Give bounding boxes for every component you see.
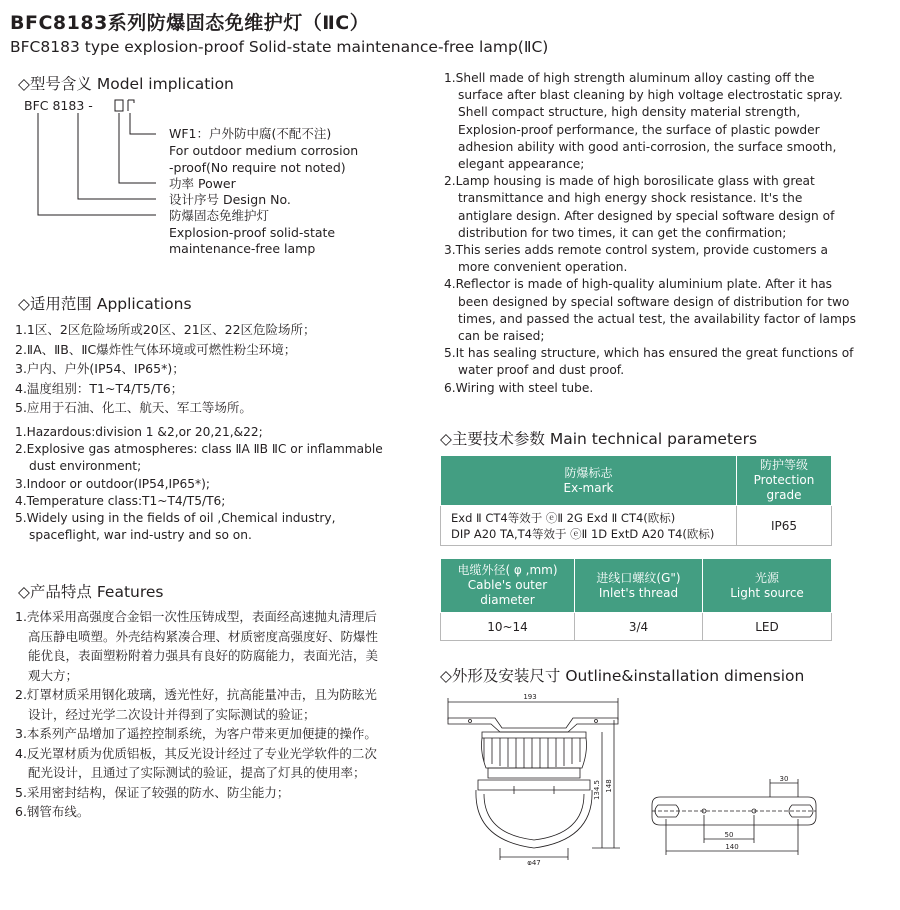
list-item: 3.This series adds remote control system, provide customers a more convenient operation.	[444, 243, 828, 275]
dim-30-label: 30	[779, 775, 789, 783]
list-item: 1.Shell made of high strength aluminum alloy casting off the surface after blast cleaning by high voltage electrostatic spray. Shell compact structure, high density material strength, Explosion-proof performance, the surface of plastic powder adhesion ability with good anti-corrosion, the surface smooth, elegant appearance;	[444, 71, 843, 172]
model-desc-lamp-cn: 防爆固态免维护灯	[169, 208, 270, 223]
cable-table	[440, 558, 832, 641]
model-code-prefix: BFC	[24, 98, 49, 113]
model-desc-lamp-en2: maintenance-free lamp	[169, 241, 316, 256]
table-cell-ip: IP65	[737, 506, 832, 546]
list-item: 3.本系列产品增加了遥控控制系统，为客户带来更加便捷的操作。	[15, 726, 377, 741]
mount-top-view-drawing	[648, 775, 828, 860]
list-item: 1.1区、2区危险场所或20区、21区、22区危险场所；	[15, 322, 316, 337]
list-item: 1.Hazardous:division 1 &2,or 20,21,&22;	[15, 425, 263, 439]
list-item: 6.Wiring with steel tube.	[444, 380, 594, 395]
table-header-cable: 电缆外径( φ ,mm) Cable's outer diameter	[441, 559, 575, 613]
list-item: 4.反光罩材质为优质铝板，其反光设计经过了专业光学软件的二次配光设计，且通过了实际测试的验证，提高了灯具的使用率；	[15, 745, 377, 780]
page-subtitle: BFC8183 type explosion-proof Solid-state maintenance-free lamp(ⅡC)	[10, 38, 549, 56]
dim-phi-label: φ47	[527, 859, 541, 865]
table-header-light-source: 光源 Light source	[703, 559, 832, 613]
dim-140-label: 140	[725, 843, 739, 851]
list-item: 2.灯罩材质采用钢化玻璃，透光性好，抗高能量冲击，且为防眩光设计，经过光学二次设计并得到了实际测试的验证；	[15, 687, 377, 722]
list-item: 2.ⅡA、ⅡB、ⅡC爆炸性气体环境或可燃性粉尘环境；	[15, 341, 297, 357]
model-code-dash: -	[88, 98, 93, 113]
table-cell-ex-mark: Exd Ⅱ CT4等效于 ⓔⅡ 2G Exd Ⅱ CT4(欧标) DIP A20 TA,T4等效于 ⓔⅡ 1D ExtD A20 T4(欧标)	[441, 506, 737, 546]
model-desc-lamp-en1: Explosion-proof solid-state	[169, 225, 336, 240]
table-header-ex-mark: 防爆标志 Ex-mark	[441, 456, 737, 506]
applications-cn-list	[15, 320, 415, 418]
dim-h2-label: 148	[605, 779, 613, 793]
list-item: 4.温度组别：T1~T4/T5/T6；	[15, 380, 184, 396]
model-heading: ◇型号含义 Model implication	[18, 75, 234, 93]
features-cn-list	[15, 607, 385, 822]
list-item: 6.钢管布线。	[15, 804, 90, 819]
model-desc-design: 设计序号 Design No.	[169, 192, 291, 207]
table-header-thread: 进线口螺纹(G") Inlet's thread	[575, 559, 703, 613]
applications-heading: ◇适用范围 Applications	[18, 295, 192, 313]
list-item: 5.采用密封结构，保证了较强的防水、防尘能力；	[15, 784, 290, 800]
list-item: 5.应用于石油、化工、航天、军工等场所。	[15, 400, 252, 415]
model-diagram	[20, 96, 170, 226]
list-item: 5.It has sealing structure, which has ensured the great functions of water proof and dust proof.	[444, 346, 854, 378]
lamp-side-view-drawing	[440, 690, 640, 865]
list-item: 3.户内、户外(IP54、IP65*)；	[15, 361, 185, 376]
model-box-2	[128, 100, 134, 111]
tech-heading: ◇主要技术参数 Main technical parameters	[440, 430, 758, 448]
model-desc-power: 功率 Power	[169, 176, 236, 191]
list-item: 4.Reflector is made of high-quality aluminium plate. After it has been designed by special software design of distribution for two times, and passed the actual test, the availability factor of lamps can be raised;	[444, 277, 856, 344]
list-item: 3.Indoor or outdoor(IP54,IP65*);	[15, 476, 210, 491]
table-cell-cable: 10~14	[441, 613, 575, 641]
list-item: 1.壳体采用高强度合金铝一次性压铸成型，表面经高速抛丸清理后高压静电喷塑。外壳结构紧凑合理、材质密度高强度好、防爆性能优良，表面塑粉附着力强具有良好的防腐能力，表面光洁，美观大方；	[15, 609, 379, 683]
dim-h1-label: 134.5	[593, 779, 601, 801]
list-item: 5.Widely using in the fields of oil ,Chemical industry, spaceflight, war ind-ustry and so on.	[15, 511, 336, 543]
table-header-protection: 防护等级 Protection grade	[737, 456, 832, 506]
page-title: BFC8183系列防爆固态免维护灯（ⅡC）	[10, 12, 370, 34]
list-item: 2.Lamp housing is made of high borosilicate glass with great transmittance and high energy shock resistance. It's the antiglare design. After designed by special software design of distribution for two times, it can get the confirmation;	[444, 174, 835, 240]
dim-50-label: 50	[724, 831, 734, 839]
applications-en-list	[15, 424, 405, 544]
model-desc-wf1-en1: For outdoor medium corrosion	[169, 143, 359, 158]
model-desc-wf1: WF1：户外防中腐(不配不注)	[169, 126, 332, 141]
model-code-series: 8183	[52, 98, 85, 113]
dim-width-label: 193	[523, 693, 537, 701]
features-en-list	[444, 70, 860, 397]
model-box-1	[115, 100, 123, 111]
features-heading: ◇产品特点 Features	[18, 583, 164, 601]
table-cell-light-source: LED	[703, 613, 832, 641]
list-item: 2.Explosive gas atmospheres: class ⅡA ⅡB ⅡC or inflammable dust environment;	[15, 442, 383, 474]
ex-mark-table	[440, 455, 832, 546]
outline-heading: ◇外形及安装尺寸 Outline&installation dimension	[440, 667, 805, 685]
model-desc-wf1-en2: -proof(No require not noted)	[169, 160, 346, 175]
table-cell-thread: 3/4	[575, 613, 703, 641]
list-item: 4.Temperature class:T1~T4/T5/T6;	[15, 493, 226, 508]
